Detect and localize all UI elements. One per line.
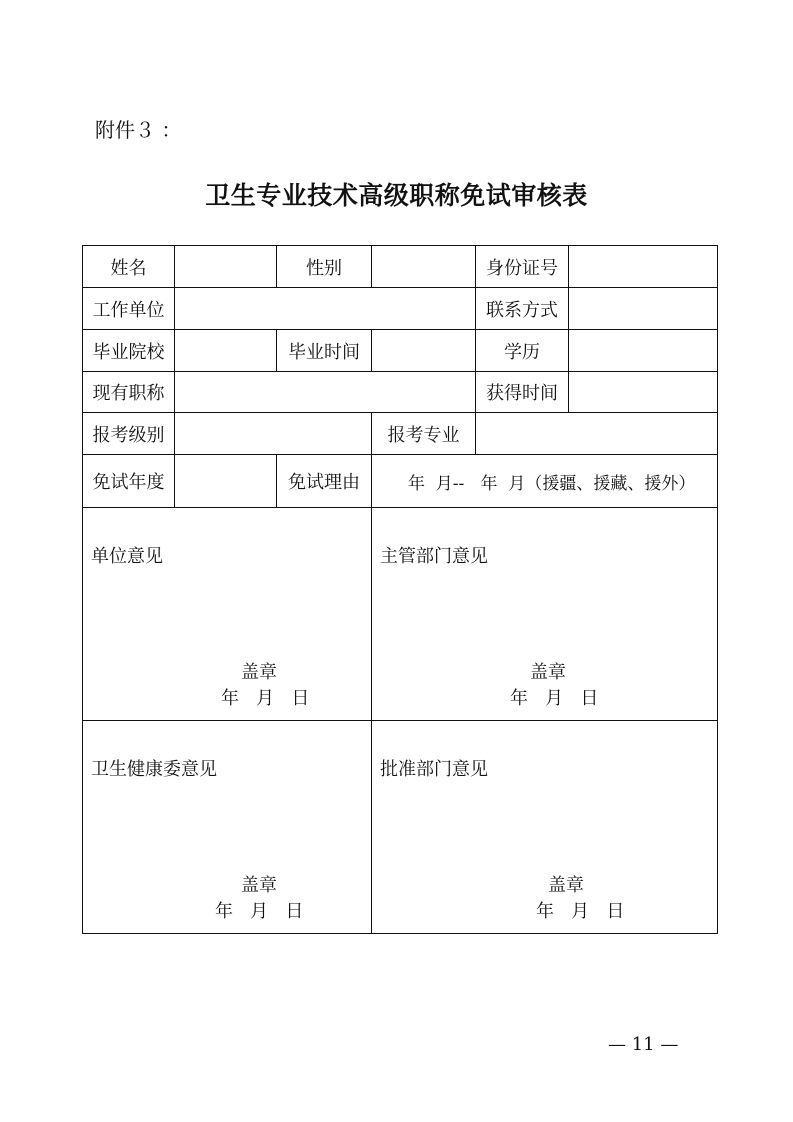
health-opinion-label: 卫生健康委意见 <box>91 759 217 780</box>
unit-opinion-box[interactable] <box>82 507 372 721</box>
obtained-time-field[interactable] <box>568 371 718 413</box>
grad-time-label: 毕业时间 <box>276 329 372 372</box>
approve-opinion-label: 批准部门意见 <box>380 759 488 780</box>
health-seal-label: 盖章 <box>241 875 277 896</box>
health-opinion-box[interactable] <box>82 720 372 934</box>
name-field[interactable] <box>174 245 277 288</box>
id-label: 身份证号 <box>475 245 569 288</box>
exempt-year-field[interactable] <box>174 454 277 508</box>
current-title-field[interactable] <box>174 371 476 413</box>
dept-date-label: 年 月 日 <box>510 688 599 709</box>
page-number: — 11 — <box>608 1034 679 1055</box>
exempt-year-label: 免试年度 <box>82 454 175 508</box>
degree-label: 学历 <box>475 329 569 372</box>
approve-opinion-box[interactable] <box>371 720 718 934</box>
exempt-reason-label: 免试理由 <box>276 454 372 508</box>
unit-opinion-label: 单位意见 <box>91 546 163 567</box>
school-label: 毕业院校 <box>82 329 175 372</box>
dept-seal-label: 盖章 <box>530 662 566 683</box>
contact-field[interactable] <box>568 287 718 330</box>
dept-opinion-label: 主管部门意见 <box>380 546 488 567</box>
attachment-label: 附件３ ： <box>95 118 182 142</box>
dept-opinion-box[interactable] <box>371 507 718 721</box>
exam-major-field[interactable] <box>475 412 718 455</box>
approve-date-label: 年 月 日 <box>536 901 625 922</box>
school-field[interactable] <box>174 329 277 372</box>
id-field[interactable] <box>568 245 718 288</box>
exam-level-label: 报考级别 <box>82 412 175 455</box>
form-title: 卫生专业技术高级职称免试审核表 <box>205 181 588 210</box>
exam-level-field[interactable] <box>174 412 372 455</box>
approve-seal-label: 盖章 <box>548 875 584 896</box>
exempt-reason-field[interactable]: 年 月-- 年 月（援疆、援藏、援外） <box>371 454 718 508</box>
exam-major-label: 报考专业 <box>371 412 476 455</box>
work-unit-label: 工作单位 <box>82 287 175 330</box>
contact-label: 联系方式 <box>475 287 569 330</box>
health-date-label: 年 月 日 <box>215 901 304 922</box>
unit-date-label: 年 月 日 <box>221 688 310 709</box>
name-label: 姓名 <box>82 245 175 288</box>
gender-field[interactable] <box>371 245 476 288</box>
grad-time-field[interactable] <box>371 329 476 372</box>
gender-label: 性别 <box>276 245 372 288</box>
current-title-label: 现有职称 <box>82 371 175 413</box>
unit-seal-label: 盖章 <box>241 662 277 683</box>
obtained-time-label: 获得时间 <box>475 371 569 413</box>
work-unit-field[interactable] <box>174 287 476 330</box>
degree-field[interactable] <box>568 329 718 372</box>
